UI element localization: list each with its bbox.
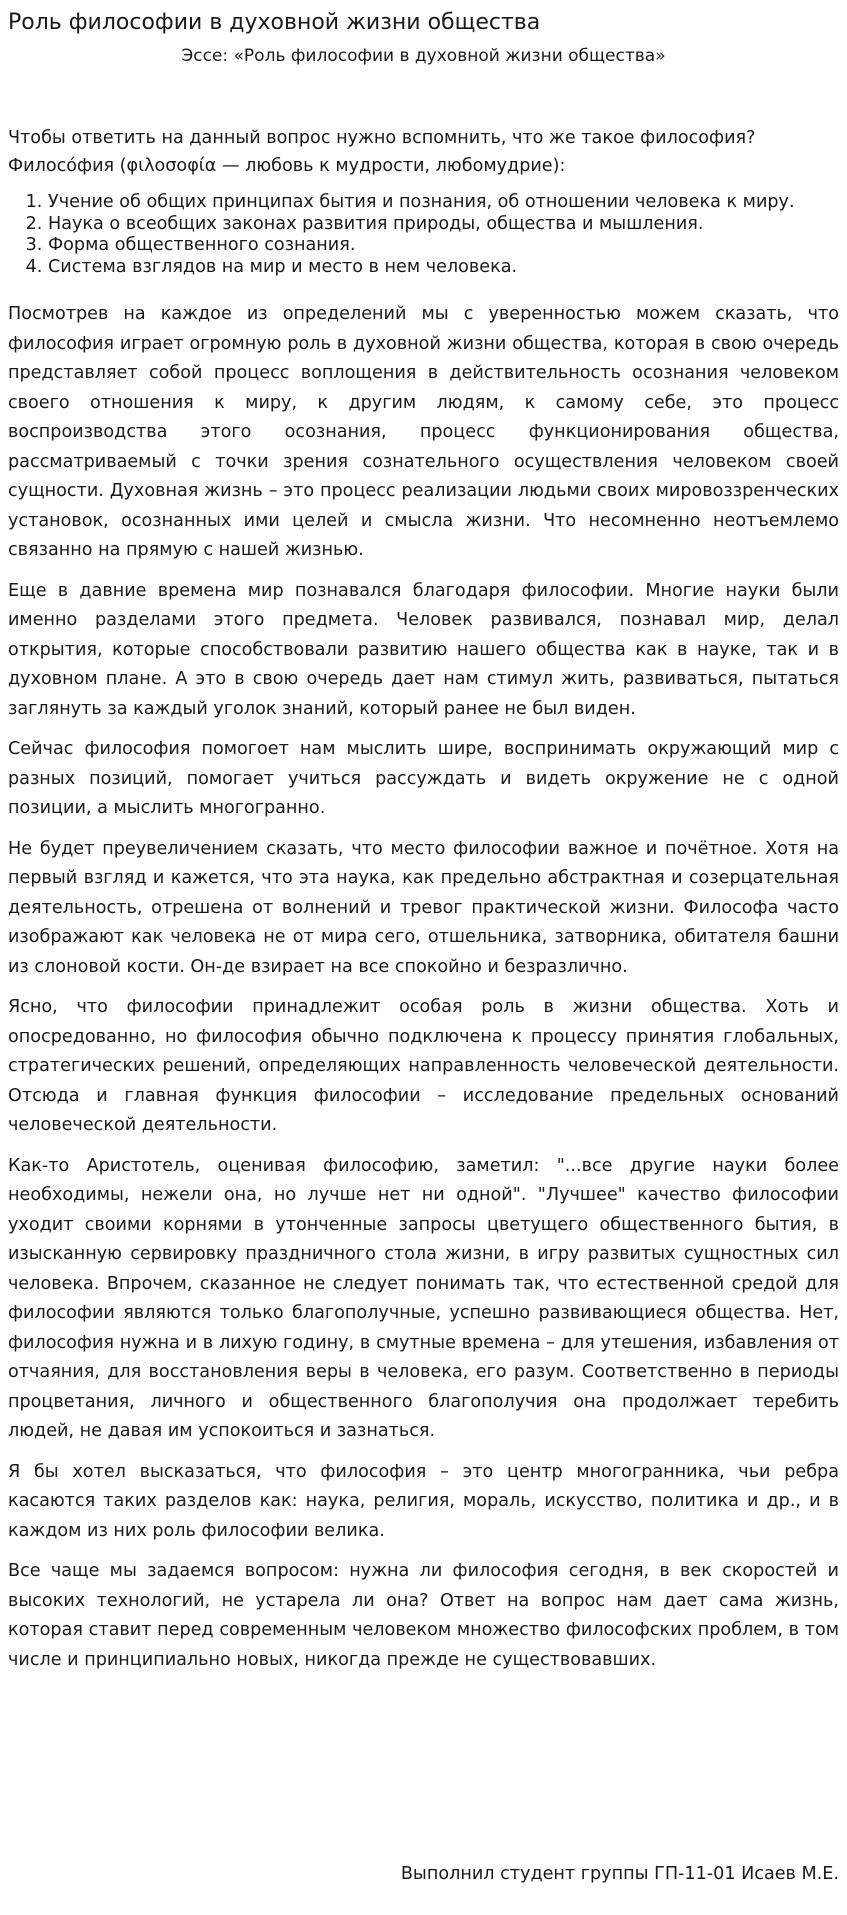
paragraph: Я бы хотел высказаться, что философия – это центр многогранника, чьи ребра касаются таких разделов как: наука, религия, мораль, искусство, политика и др., и в каждом из них роль философии велика. [8, 1461, 839, 1541]
page-title: Роль философии в духовной жизни общества [8, 10, 541, 35]
paragraph: Сейчас философия помогоет нам мыслить шире, воспринимать окружающий мир с разных позиций, помогает учиться рассуждать и видеть окружение не с одной позиции, а мыслить многогранно. [8, 739, 839, 818]
intro-question: Чтобы ответить на данный вопрос нужно вспомнить, что же такое философия? [8, 128, 756, 148]
paragraph: Как-то Аристотель, оценивая философию, заметил: "...все другие науки более необходимы, нежели она, но лучше нет ни одной". "Лучшее" качество философии уходит своими корнями в утонченные запросы цветущего общественного бытия, в изысканную сервировку праздничного стола жизни, в игру развитых сущностных сил человека. Впрочем, сказанное не следует понимать так, что естественной средой для философии являются только благополучные, успешно развивающиеся общества. Нет, философия нужна и в лихую годину, в смутные времена – для утешения, избавления от отчаяния, для восстановления веры в человека, его разум. Соответственно в периоды процветания, личного и общественного благополучия она продолжает теребить людей, не давая им успокоиться и зазнаться. [8, 1155, 839, 1441]
list-item: 1. Учение об общих принципах бытия и познания, об отношении человека к миру. [48, 192, 839, 214]
intro-block [8, 124, 839, 180]
definitions-list [8, 192, 839, 278]
paragraph: Не будет преувеличением сказать, что место философии важное и почётное. Хотя на первый взгляд и кажется, что эта наука, как предельно абстрактная и созерцательная деятельность, отрешена от волнений и тревог практической жизни. Философа часто изображают как человека не от мира сего, отшельника, затворника, обитателя башни из слоновой кости. Он-де взирает на все спокойно и безразлично. [8, 838, 839, 977]
paragraph: Ясно, что философии принадлежит особая роль в жизни общества. Хоть и опосредованно, но философия обычно подключена к процессу принятия глобальных, стратегических решений, определяющих направленность человеческой деятельности. Отсюда и главная функция философии – исследование предельных оснований человеческой деятельности. [8, 997, 839, 1135]
list-item: 3. Форма общественного сознания. [48, 235, 839, 257]
list-item: 4. Система взглядов на мир и место в нем человека. [48, 257, 839, 279]
essay-subtitle: Эссе: «Роль философии в духовной жизни общества» [181, 46, 666, 66]
paragraph: Посмотрев на каждое из определений мы с уверенностью можем сказать, что философия играет огромную роль в духовной жизни общества, которая в свою очередь представляет собой процесс воплощения в действительность осознания человеком своего отношения к миру, к другим людям, к самому себе, это процесс воспроизводства этого осознания, процесс функционирования общества, рассматриваемый с точки зрения сознательного осуществления человеком своей сущности. Духовная жизнь – это процесс реализации людьми своих мировоззренческих установок, осознанных ими целей и смысла жизни. Что несомненно неотъемлемо связанно на прямую с нашей жизнью. [8, 304, 839, 560]
author-signature: Выполнил студент группы ГП-11-01 Исаев М.Е. [400, 1864, 839, 1884]
list-item: 2. Наука о всеобщих законах развития природы, общества и мышления. [48, 214, 839, 236]
paragraph: Еще в давние времена мир познавался благодаря философии. Многие науки были именно разделами этого предмета. Человек развивался, познавал мир, делал открытия, которые способствовали развитию нашего общества как в науке, так и в духовном плане. А это в свою очередь дает нам стимул жить, развиваться, пытаться заглянуть за каждый уголок знаний, который ранее не был виден. [8, 580, 839, 719]
intro-definition: Филосо́фия (φιλοσοφία — любовь к мудрости, любомудрие): [8, 156, 566, 176]
paragraph: Все чаще мы задаемся вопросом: нужна ли философия сегодня, в век скоростей и высоких технологий, не устарела ли она? Ответ на вопрос нам дает сама жизнь, которая ставит перед современным человеком множество философских проблем, в том числе и принципиально новых, никогда прежде не существовавших. [8, 1561, 839, 1670]
